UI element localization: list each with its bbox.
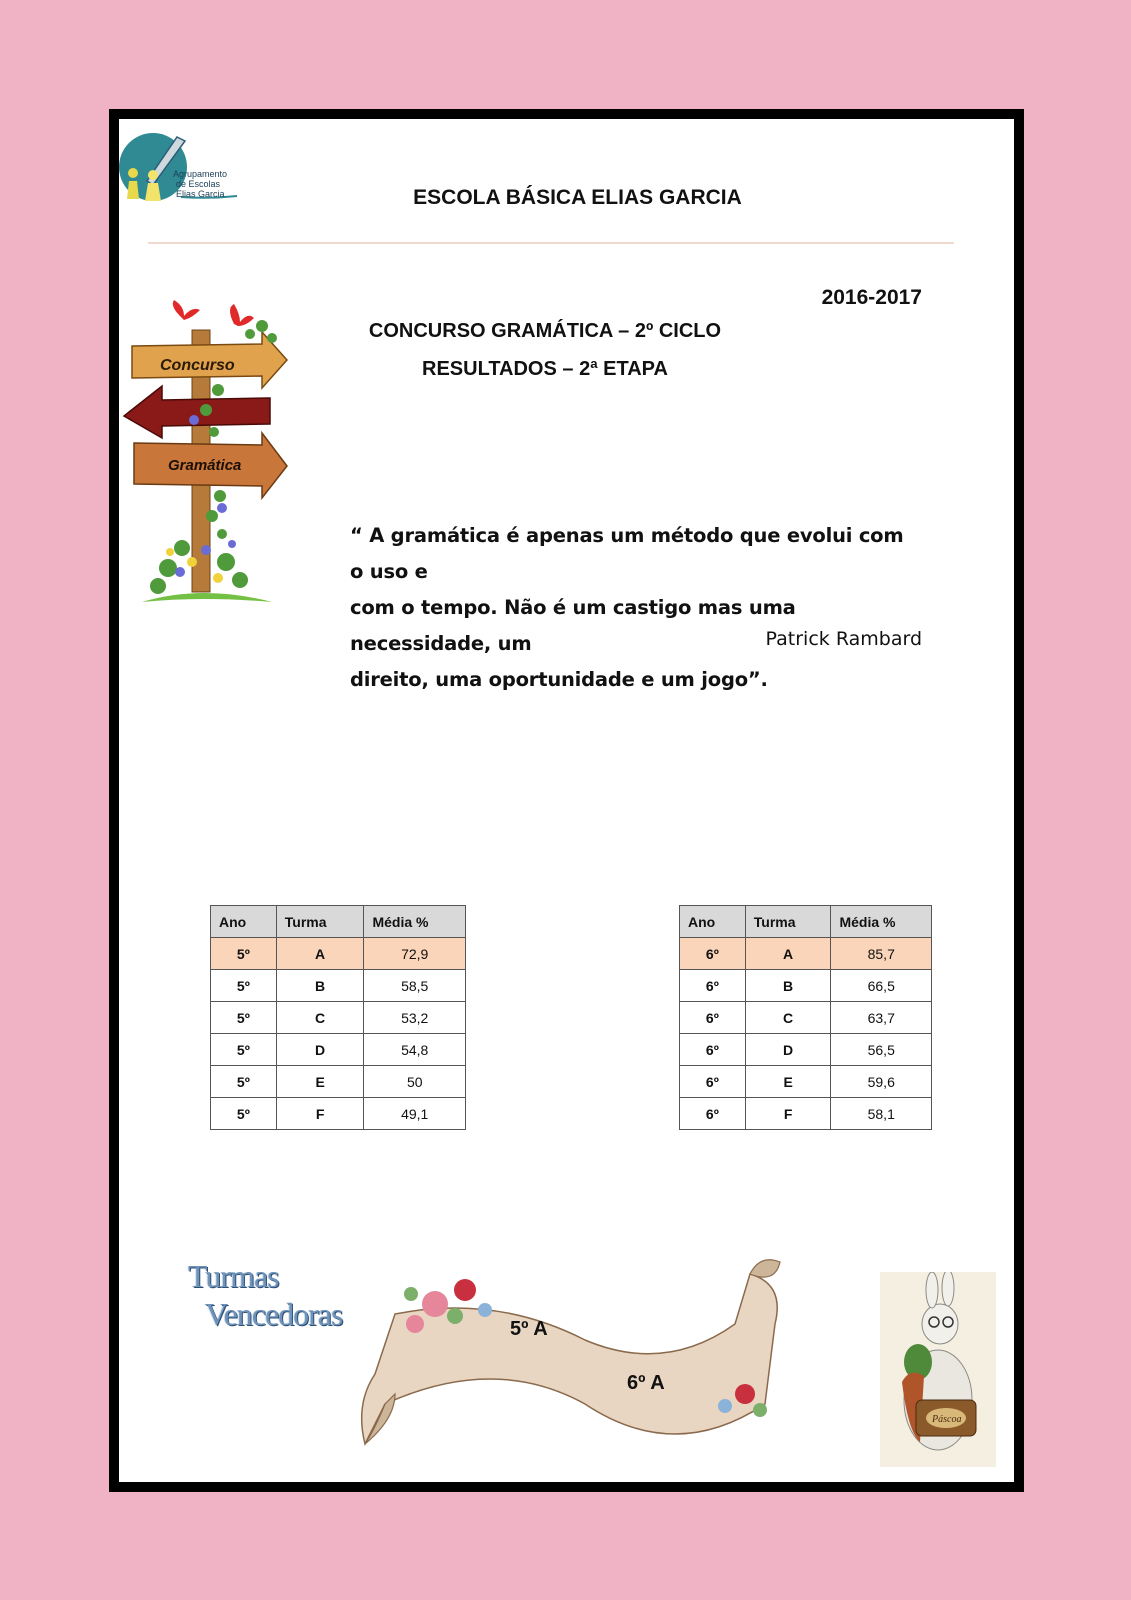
quote-line-1: “ A gramática é apenas um método que evolui com o uso e [350,524,904,583]
results-subtitle: RESULTADOS – 2ª ETAPA [422,358,668,380]
logo-line-3: Elias Garcia [176,189,225,199]
cell-media: 50 [364,1066,466,1098]
easter-bunny-illustration [880,1272,996,1467]
cell-ano: 5º [211,1098,277,1130]
winners-heading-line-1: Turmas [188,1258,279,1294]
table-row [680,1066,932,1098]
table-row [211,1066,466,1098]
cell-ano: 5º [211,970,277,1002]
table-row [211,1034,466,1066]
cell-turma: E [745,1066,831,1098]
quote-line-3: direito, uma oportunidade e um jogo”. [350,668,768,691]
cell-ano: 6º [680,938,746,970]
table-row [680,938,932,970]
school-year: 2016-2017 [821,286,922,309]
header-divider [148,242,954,244]
cell-turma: F [276,1098,364,1130]
school-name: ESCOLA BÁSICA ELIAS GARCIA [413,186,742,209]
signpost-illustration [122,300,297,618]
table-row [680,970,932,1002]
table-row [211,1002,466,1034]
column-header-ano: Ano [680,906,746,938]
cell-ano: 6º [680,1002,746,1034]
easter-label: Páscoa [932,1414,962,1425]
table-row [211,970,466,1002]
table-row [680,1098,932,1130]
svg-text:Gramática: Gramática [168,457,242,474]
cell-ano: 5º [211,1034,277,1066]
cell-media: 85,7 [831,938,932,970]
cell-media: 66,5 [831,970,932,1002]
winners-heading-line-2: Vencedoras [205,1296,343,1332]
winner-5: 5º A [510,1318,548,1340]
table-row [211,938,466,970]
cell-ano: 6º [680,970,746,1002]
cell-turma: B [276,970,364,1002]
cell-media: 49,1 [364,1098,466,1130]
column-header-ano: Ano [211,906,277,938]
cell-media: 63,7 [831,1002,932,1034]
cell-turma: D [276,1034,364,1066]
cell-media: 56,5 [831,1034,932,1066]
contest-title: CONCURSO GRAMÁTICA – 2º CICLO [368,320,722,342]
cell-turma: A [276,938,364,970]
cell-media: 54,8 [364,1034,466,1066]
table-row [680,1002,932,1034]
table-row [680,1034,932,1066]
quote-line-2: com o tempo. Não é um castigo mas uma necessidade, um [350,596,796,655]
cell-ano: 5º [211,938,277,970]
winner-6: 6º A [627,1372,665,1394]
cell-ano: 5º [211,1002,277,1034]
quote-author: Patrick Rambard [765,628,922,650]
column-header-media: Média % [364,906,466,938]
signpost-icon [122,300,297,618]
column-header-turma: Turma [276,906,364,938]
cell-turma: E [276,1066,364,1098]
cell-media: 53,2 [364,1002,466,1034]
cell-turma: C [276,1002,364,1034]
logo-line-2: de Escolas [176,179,221,189]
cell-turma: B [745,970,831,1002]
cell-ano: 5º [211,1066,277,1098]
quote [350,518,910,698]
cell-media: 58,1 [831,1098,932,1130]
cell-media: 72,9 [364,938,466,970]
cell-ano: 6º [680,1098,746,1130]
winners-ribbon [355,1254,795,1449]
cell-turma: A [745,938,831,970]
table-row [211,1098,466,1130]
results-table-5 [210,905,466,1130]
cell-ano: 6º [680,1066,746,1098]
logo-line-1: Agrupamento [173,169,228,179]
column-header-turma: Turma [745,906,831,938]
cell-turma: D [745,1034,831,1066]
bunny-icon [880,1272,996,1467]
results-table-6 [679,905,932,1130]
svg-text:Concurso: Concurso [160,357,235,374]
cell-turma: C [745,1002,831,1034]
column-header-media: Média % [831,906,932,938]
ribbon-icon [355,1254,795,1449]
cell-turma: F [745,1098,831,1130]
cell-media: 59,6 [831,1066,932,1098]
cell-ano: 6º [680,1034,746,1066]
cell-media: 58,5 [364,970,466,1002]
